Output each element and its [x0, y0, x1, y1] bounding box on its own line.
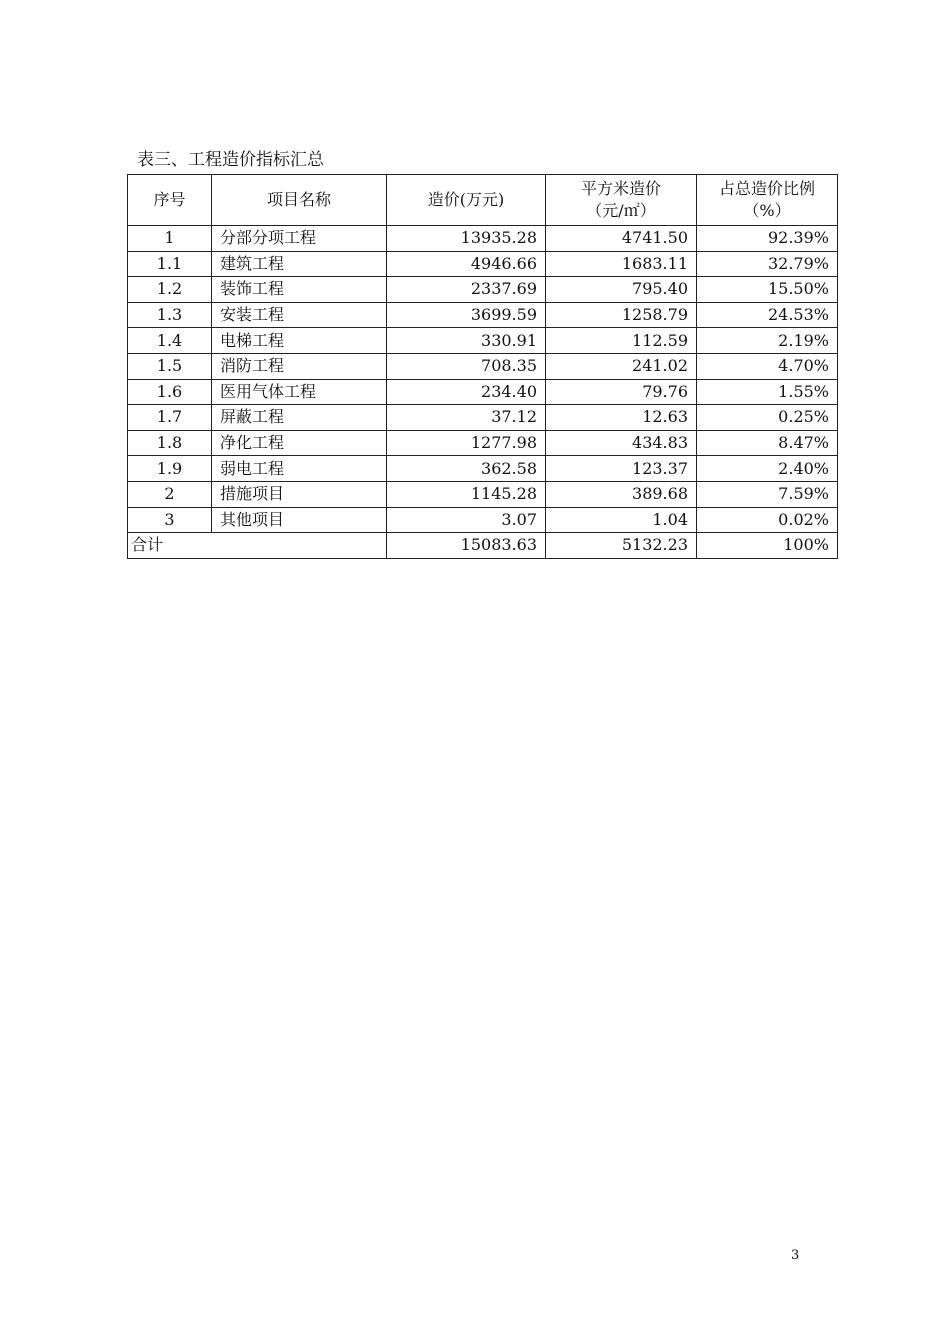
row-seq: 1.6 [128, 379, 212, 405]
row-cost: 1145.28 [387, 481, 546, 507]
row-name: 消防工程 [212, 353, 387, 379]
header-cost: 造价(万元) [387, 175, 546, 226]
header-seq: 序号 [128, 175, 212, 226]
total-ratio: 100% [697, 533, 838, 559]
row-cost: 3699.59 [387, 302, 546, 328]
table-row [128, 456, 838, 482]
row-seq: 1.2 [128, 277, 212, 303]
row-name: 净化工程 [212, 430, 387, 456]
table-row [128, 379, 838, 405]
table-row [128, 277, 838, 303]
table-row [128, 430, 838, 456]
table-row [128, 302, 838, 328]
row-seq: 1.1 [128, 251, 212, 277]
header-per-sqm: 平方米造价 （元/㎡） [546, 175, 697, 226]
cost-index-table [127, 174, 838, 559]
total-label: 合计 [128, 533, 387, 559]
total-cost: 15083.63 [387, 533, 546, 559]
row-seq: 1.8 [128, 430, 212, 456]
row-cost: 13935.28 [387, 226, 546, 252]
row-name: 建筑工程 [212, 251, 387, 277]
row-per-sqm: 389.68 [546, 481, 697, 507]
row-name: 措施项目 [212, 481, 387, 507]
header-name: 项目名称 [212, 175, 387, 226]
table-row [128, 481, 838, 507]
row-cost: 362.58 [387, 456, 546, 482]
row-ratio: 15.50% [697, 277, 838, 303]
row-name: 分部分项工程 [212, 226, 387, 252]
row-seq: 1.4 [128, 328, 212, 354]
table-row [128, 405, 838, 431]
row-ratio: 1.55% [697, 379, 838, 405]
row-ratio: 24.53% [697, 302, 838, 328]
row-ratio: 0.25% [697, 405, 838, 431]
page-number: 3 [791, 1248, 800, 1263]
row-name: 屏蔽工程 [212, 405, 387, 431]
row-per-sqm: 4741.50 [546, 226, 697, 252]
row-ratio: 2.40% [697, 456, 838, 482]
header-ratio: 占总造价比例 （%） [697, 175, 838, 226]
row-seq: 1.3 [128, 302, 212, 328]
row-ratio: 8.47% [697, 430, 838, 456]
row-cost: 708.35 [387, 353, 546, 379]
row-per-sqm: 12.63 [546, 405, 697, 431]
row-seq: 1.5 [128, 353, 212, 379]
row-cost: 4946.66 [387, 251, 546, 277]
row-seq: 1 [128, 226, 212, 252]
row-cost: 234.40 [387, 379, 546, 405]
row-per-sqm: 123.37 [546, 456, 697, 482]
row-per-sqm: 1258.79 [546, 302, 697, 328]
row-ratio: 0.02% [697, 507, 838, 533]
row-cost: 37.12 [387, 405, 546, 431]
row-name: 电梯工程 [212, 328, 387, 354]
row-per-sqm: 1.04 [546, 507, 697, 533]
row-cost: 2337.69 [387, 277, 546, 303]
row-ratio: 4.70% [697, 353, 838, 379]
row-per-sqm: 795.40 [546, 277, 697, 303]
row-cost: 1277.98 [387, 430, 546, 456]
row-name: 安装工程 [212, 302, 387, 328]
row-name: 医用气体工程 [212, 379, 387, 405]
row-per-sqm: 112.59 [546, 328, 697, 354]
row-per-sqm: 241.02 [546, 353, 697, 379]
table-caption: 表三、工程造价指标汇总 [137, 150, 324, 170]
row-ratio: 2.19% [697, 328, 838, 354]
row-name: 装饰工程 [212, 277, 387, 303]
row-seq: 2 [128, 481, 212, 507]
row-seq: 1.9 [128, 456, 212, 482]
row-cost: 330.91 [387, 328, 546, 354]
row-per-sqm: 1683.11 [546, 251, 697, 277]
total-per-sqm: 5132.23 [546, 533, 697, 559]
total-row [128, 533, 838, 559]
row-seq: 3 [128, 507, 212, 533]
table-row [128, 328, 838, 354]
row-per-sqm: 79.76 [546, 379, 697, 405]
row-name: 弱电工程 [212, 456, 387, 482]
table-header-row [128, 175, 838, 226]
row-per-sqm: 434.83 [546, 430, 697, 456]
table-row [128, 251, 838, 277]
row-ratio: 92.39% [697, 226, 838, 252]
row-ratio: 32.79% [697, 251, 838, 277]
row-cost: 3.07 [387, 507, 546, 533]
row-seq: 1.7 [128, 405, 212, 431]
table-row [128, 226, 838, 252]
row-name: 其他项目 [212, 507, 387, 533]
table-row [128, 507, 838, 533]
table-body [128, 226, 838, 533]
row-ratio: 7.59% [697, 481, 838, 507]
table-row [128, 353, 838, 379]
